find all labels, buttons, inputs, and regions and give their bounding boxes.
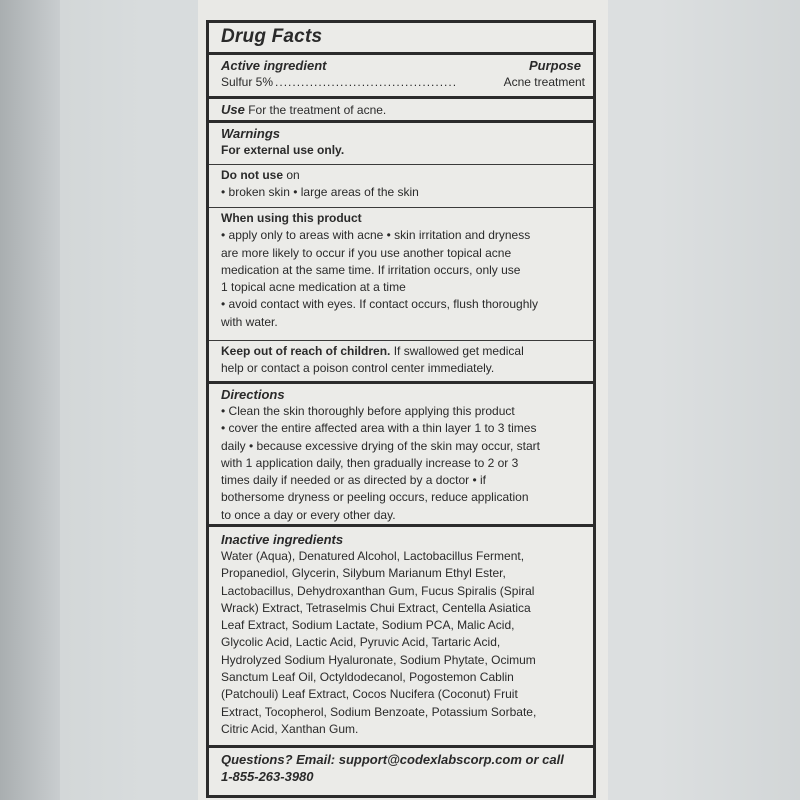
warnings-section	[209, 120, 593, 160]
drug-facts-panel	[206, 20, 596, 798]
inactive-line: Propanediol, Glycerin, Silybum Marianum Ethyl Ester,	[221, 566, 506, 581]
drug-facts-title-section	[209, 25, 593, 49]
keep-out-header: Keep out of reach of children.	[221, 344, 391, 358]
drug-facts-title: Drug Facts	[221, 26, 323, 47]
when-using-line: with water.	[221, 314, 278, 329]
purpose-value: Acne treatment	[503, 75, 585, 89]
directions-line: with 1 application daily, then gradually increase to 2 or 3	[221, 455, 519, 470]
inactive-line: Water (Aqua), Denatured Alcohol, Lactobacillus Ferment,	[221, 549, 525, 563]
inactive-line: Citric Acid, Xanthan Gum.	[221, 721, 359, 736]
do-not-use-section	[209, 164, 593, 204]
active-ingredient-section	[209, 52, 593, 94]
when-using-line: • avoid contact with eyes. If contact occurs, flush thoroughly	[221, 297, 539, 312]
active-ingredient-header: Active ingredient	[221, 58, 327, 73]
active-ingredient-value: Sulfur 5%	[221, 75, 274, 89]
when-using-line: are more likely to occur if you use another topical acne	[221, 245, 512, 260]
directions-line: daily • because excessive drying of the skin may occur, start	[221, 438, 541, 453]
external-use-text: For external use only.	[221, 143, 345, 157]
directions-line: to once a day or every other day.	[221, 507, 396, 522]
when-using-section	[209, 207, 593, 339]
inactive-line: Leaf Extract, Sodium Lactate, Sodium PCA, Malic Acid,	[221, 618, 515, 633]
when-using-header: When using this product	[221, 211, 362, 225]
when-using-line: medication at the same time. If irritation occurs, only use	[221, 262, 521, 277]
when-using-line: • apply only to areas with acne • skin irritation and dryness	[221, 228, 531, 243]
use-section	[209, 96, 593, 118]
questions-line-1: Questions? Email: support@codexlabscorp.com or call	[221, 752, 564, 767]
directions-line: bothersome dryness or peeling occurs, reduce application	[221, 490, 529, 505]
do-not-use-suffix: on	[283, 168, 300, 182]
use-header: Use	[221, 102, 245, 117]
use-text: For the treatment of acne.	[244, 103, 387, 117]
do-not-use-text: • broken skin • large areas of the skin	[221, 185, 419, 200]
inactive-line: Hydrolyzed Sodium Hyaluronate, Sodium Phytate, Ocimum	[221, 652, 536, 667]
directions-line: times daily if needed or as directed by a doctor • if	[221, 473, 487, 488]
directions-section	[209, 381, 593, 523]
inactive-line: (Patchouli) Leaf Extract, Cocos Nucifera (Coconut) Fruit	[221, 687, 518, 702]
directions-line: • cover the entire affected area with a thin layer 1 to 3 times	[221, 421, 537, 436]
keep-out-section	[209, 340, 593, 380]
keep-out-text-second: help or contact a poison control center immediately.	[221, 361, 495, 376]
inactive-line: Extract, Tocopherol, Sodium Benzoate, Potassium Sorbate,	[221, 704, 537, 719]
do-not-use-header: Do not use	[221, 168, 283, 182]
warnings-header: Warnings	[221, 126, 280, 141]
inactive-line: Lactobacillus, Dehydroxanthan Gum, Fucus Spiralis (Spiral	[221, 583, 535, 598]
inactive-ingredients-header: Inactive ingredients	[221, 532, 344, 547]
when-using-line: 1 topical acne medication at a time	[221, 280, 406, 295]
background-shadow	[0, 0, 60, 800]
directions-header: Directions	[221, 387, 285, 402]
inactive-ingredients-section	[209, 524, 593, 744]
purpose-header: Purpose	[528, 58, 581, 73]
directions-line: • Clean the skin thoroughly before applying this product	[221, 404, 515, 418]
inactive-line: Sanctum Leaf Oil, Octyldodecanol, Pogostemon Cablin	[221, 670, 514, 685]
leader-dots: ..........................................	[275, 75, 458, 89]
inactive-line: Glycolic Acid, Lactic Acid, Pyruvic Acid, Tartaric Acid,	[221, 635, 501, 650]
questions-phone: 1-855-263-3980	[221, 769, 314, 784]
questions-section	[209, 745, 593, 795]
keep-out-text: If swallowed get medical	[390, 344, 524, 358]
inactive-line: Wrack) Extract, Tetraselmis Chui Extract, Centella Asiatica	[221, 600, 531, 615]
